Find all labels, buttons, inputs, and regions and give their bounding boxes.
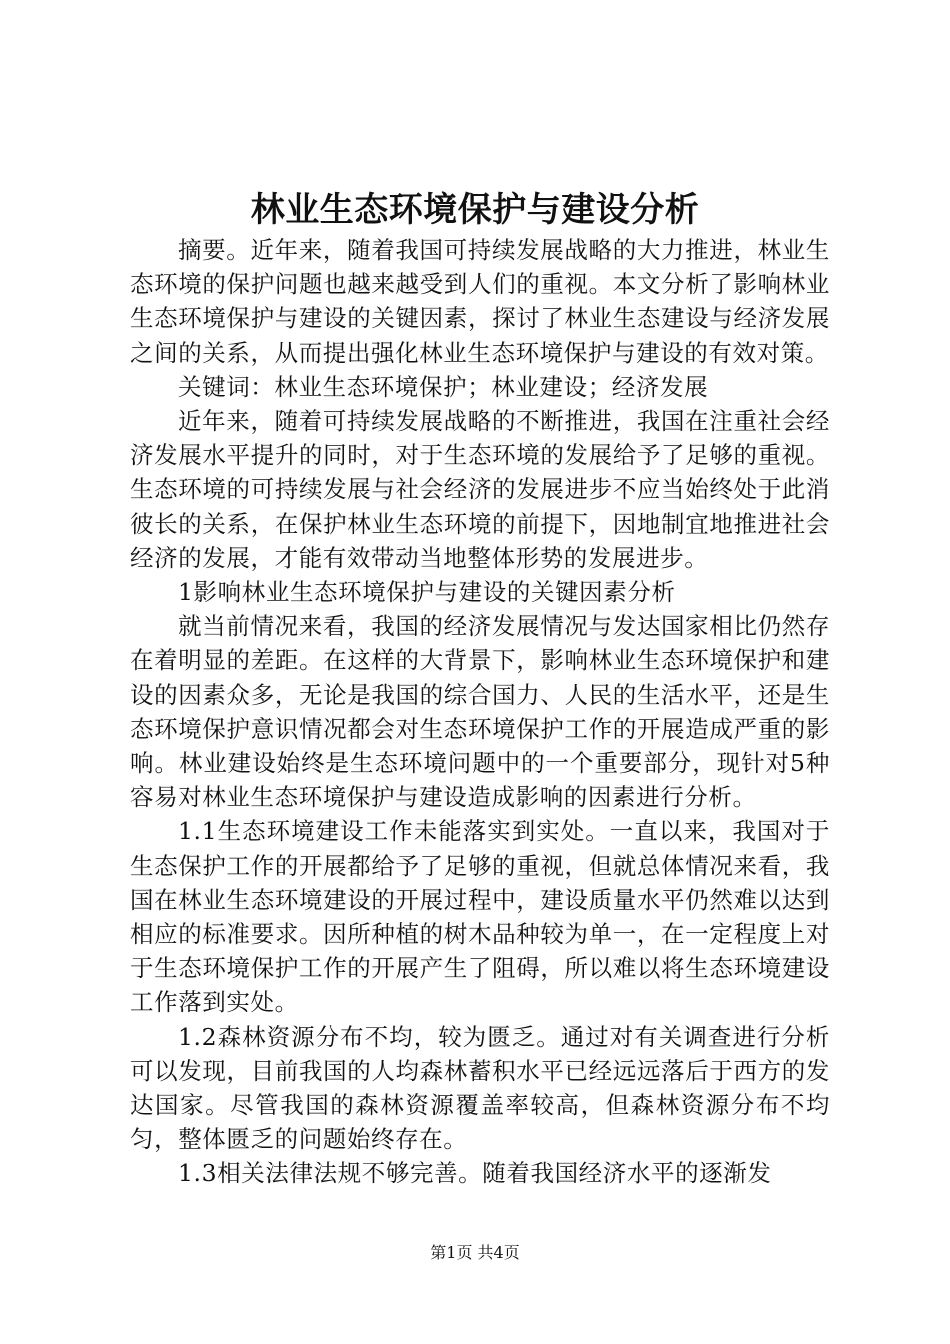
page-footer: 第1页 共4页 bbox=[430, 1243, 520, 1262]
subsection-1-1-paragraph: 1.1生态环境建设工作未能落实到实处。一直以来，我国对于生态保护工作的开展都给予了足够的重视，但就总体情况来看，我国在林业生态环境建设的开展过程中，建设质量水平仍然难以达到相应的标准要求。因所种植的树木品种较为单一，在一定程度上对于生态环境保护工作的开展产生了阻碍，所以难以将生态环境建设工作落到实处。 bbox=[130, 817, 830, 1017]
subsection-1-2-paragraph: 1.2森林资源分布不均，较为匮乏。通过对有关调查进行分析可以发现，目前我国的人均森林蓄积水平已经远远落后于西方的发达国家。尽管我国的森林资源覆盖率较高，但森林资源分布不均匀，整体匮乏的问题始终存在。 bbox=[130, 1022, 830, 1154]
keywords-paragraph: 关键词：林业生态环境保护；林业建设；经济发展 bbox=[178, 372, 709, 401]
section-heading-1: 1影响林业生态环境保护与建设的关键因素分析 bbox=[178, 578, 676, 607]
document-title: 林业生态环境保护与建设分析 bbox=[250, 190, 700, 230]
abstract-paragraph: 摘要。近年来，随着我国可持续发展战略的大力推进，林业生态环境的保护问题也越来越受到人们的重视。本文分析了影响林业生态环境保护与建设的关键因素，探讨了林业生态建设与经济发展之间的关系，从而提出强化林业生态环境保护与建设的有效对策。 bbox=[130, 236, 830, 367]
document-body bbox=[130, 233, 830, 1191]
subsection-1-3-paragraph: 1.3相关法律法规不够完善。随着我国经济水平的逐渐发 bbox=[178, 1159, 772, 1188]
section-1-paragraph: 就当前情况来看，我国的经济发展情况与发达国家相比仍然存在着明显的差距。在这样的大背景下，影响林业生态环境保护和建设的因素众多，无论是我国的综合国力、人民的生活水平，还是生态环境保护意识情况都会对生态环境保护工作的开展造成严重的影响。林业建设始终是生态环境问题中的一个重要部分，现针对5种容易对林业生态环境保护与建设造成影响的因素进行分析。 bbox=[130, 612, 830, 812]
intro-paragraph: 近年来，随着可持续发展战略的不断推进，我国在注重社会经济发展水平提升的同时，对于生态环境的发展给予了足够的重视。生态环境的可持续发展与社会经济的发展进步不应当始终处于此消彼长的关系，在保护林业生态环境的前提下，因地制宜地推进社会经济的发展，才能有效带动当地整体形势的发展进步。 bbox=[130, 407, 830, 572]
